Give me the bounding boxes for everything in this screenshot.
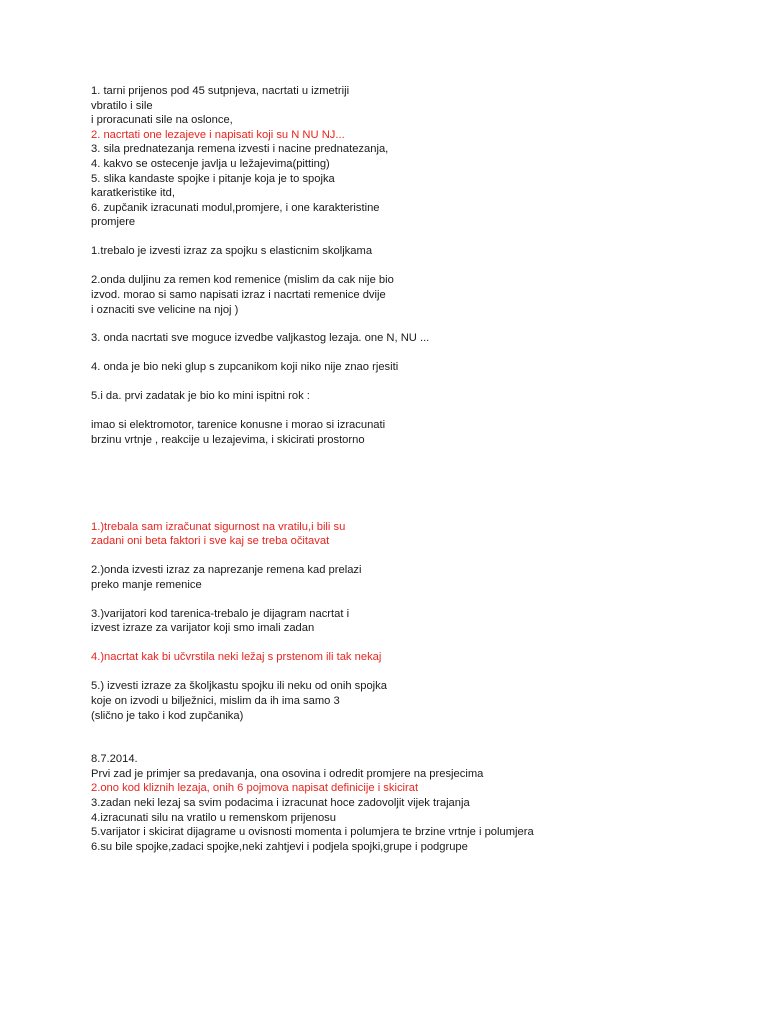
- paragraph-spacer: [91, 665, 731, 679]
- paragraph-spacer: [91, 375, 731, 389]
- text-block: [91, 389, 731, 404]
- text-block: [91, 331, 731, 346]
- highlighted-text-line: 1.)trebala sam izračunat sigurnost na vratilu,i bili su: [91, 520, 346, 533]
- text-block: [91, 360, 731, 375]
- text-line: 8.7.2014.: [91, 753, 138, 766]
- text-block: [91, 607, 731, 636]
- text-block: [91, 273, 731, 317]
- text-line: 4. onda je bio neki glup s zupcanikom koji niko nije znao rjesiti: [91, 361, 399, 374]
- paragraph-spacer: [91, 723, 731, 752]
- text-line: (slično je tako i kod zupčanika): [91, 709, 244, 722]
- text-line: 2.)onda izvesti izraz za naprezanje remena kad prelazi: [91, 564, 362, 577]
- highlighted-text-line: 2.ono kod kliznih lezaja, onih 6 pojmova napisat definicije i skicirat: [91, 782, 419, 795]
- text-block: [91, 84, 731, 230]
- paragraph-spacer: [91, 592, 731, 606]
- paragraph-spacer: [91, 636, 731, 650]
- paragraph-spacer: [91, 259, 731, 273]
- text-block: [91, 752, 731, 854]
- text-line: i proracunati sile na oslonce,: [91, 114, 233, 127]
- text-line: Prvi zad je primjer sa predavanja, ona osovina i odredit promjere na presjecima: [91, 767, 484, 780]
- text-line: 5.varijator i skicirat dijagrame u ovisnosti momenta i polumjera te brzine vrtnje i polumjera: [91, 826, 534, 839]
- paragraph-spacer: [91, 448, 731, 520]
- text-line: koje on izvodi u bilježnici, mislim da ih ima samo 3: [91, 694, 340, 707]
- text-line: 6. zupčanik izracunati modul,promjere, i one karakteristine: [91, 201, 380, 214]
- text-line: 3. onda nacrtati sve moguce izvedbe valjkastog lezaja. one N, NU ...: [91, 332, 430, 345]
- text-line: imao si elektromotor, tarenice konusne i morao si izracunati: [91, 419, 386, 432]
- paragraph-spacer: [91, 346, 731, 360]
- text-line: izvod. morao si samo napisati izraz i nacrtati remenice dvije: [91, 288, 386, 301]
- text-block: [91, 418, 731, 447]
- paragraph-spacer: [91, 549, 731, 563]
- text-line: 5.i da. prvi zadatak je bio ko mini ispitni rok :: [91, 390, 310, 403]
- text-line: izvest izraze za varijator koji smo imali zadan: [91, 622, 315, 635]
- text-line: brzinu vrtnje , reakcije u lezajevima, i skicirati prostorno: [91, 434, 365, 447]
- text-line: 3. sila prednatezanja remena izvesti i nacine prednatezanja,: [91, 143, 389, 156]
- text-line: 5. slika kandaste spojke i pitanje koja je to spojka: [91, 172, 335, 185]
- text-line: promjere: [91, 216, 136, 229]
- highlighted-text-line: 2. nacrtati one lezajeve i napisati koji su N NU NJ...: [91, 128, 345, 141]
- text-line: i oznaciti sve velicine na njoj ): [91, 303, 239, 316]
- paragraph-spacer: [91, 317, 731, 331]
- document-page: [91, 84, 731, 854]
- text-block: [91, 244, 731, 259]
- highlighted-text-line: 4.)nacrtat kak bi učvrstila neki ležaj s prstenom ili tak nekaj: [91, 651, 382, 664]
- text-line: 5.) izvesti izraze za školjkastu spojku ili neku od onih spojka: [91, 680, 387, 693]
- text-line: 4. kakvo se ostecenje javlja u ležajevima(pitting): [91, 157, 330, 170]
- text-line: 1. tarni prijenos pod 45 sutpnjeva, nacrtati u izmetriji: [91, 85, 350, 97]
- text-line: 1.trebalo je izvesti izraz za spojku s elasticnim skoljkama: [91, 245, 373, 258]
- text-line: karatkeristike itd,: [91, 187, 175, 200]
- paragraph-spacer: [91, 230, 731, 244]
- paragraph-spacer: [91, 404, 731, 418]
- text-line: 3.)varijatori kod tarenica-trebalo je dijagram nacrtat i: [91, 607, 350, 620]
- text-line: vbratilo i sile: [91, 99, 153, 112]
- text-line: preko manje remenice: [91, 578, 202, 591]
- text-line: 6.su bile spojke,zadaci spojke,neki zahtjevi i podjela spojki,grupe i podgrupe: [91, 840, 468, 853]
- text-line: 3.zadan neki lezaj sa svim podacima i izracunat hoce zadovoljit vijek trajanja: [91, 796, 470, 809]
- text-block: [91, 563, 731, 592]
- highlighted-text-line: zadani oni beta faktori i sve kaj se treba očitavat: [91, 535, 330, 548]
- text-line: 2.onda duljinu za remen kod remenice (mislim da cak nije bio: [91, 274, 394, 287]
- text-block: [91, 520, 731, 549]
- text-line: 4.izracunati silu na vratilo u remenskom prijenosu: [91, 811, 336, 824]
- text-block: [91, 650, 731, 665]
- text-block: [91, 679, 731, 723]
